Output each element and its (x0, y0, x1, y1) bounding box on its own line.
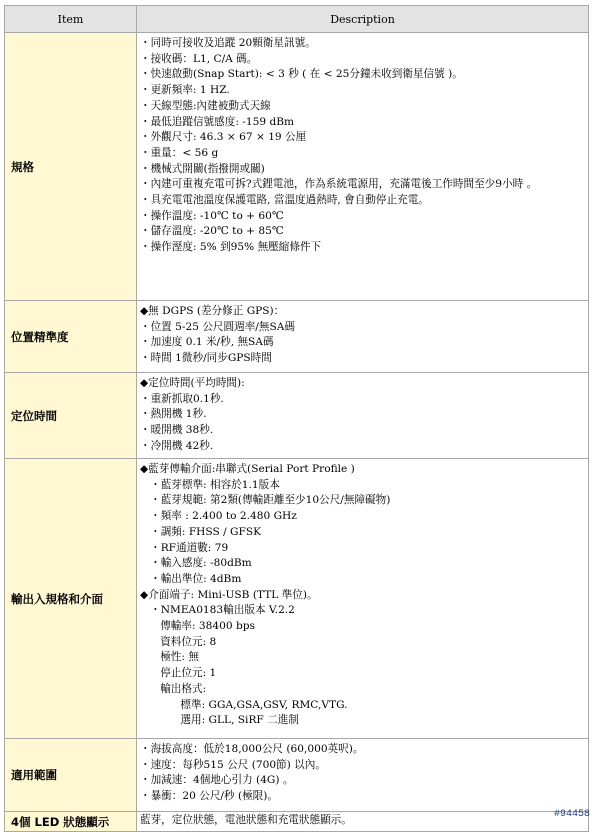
description-line: ・暖開機 38秒. (140, 424, 214, 437)
header-description: Description (137, 6, 589, 33)
description-line: ・操作溫度: -10℃ to + 60℃ (140, 209, 284, 222)
description-line: ・天線型態:內建被動式天線 (140, 99, 271, 112)
description-line: ・重新抓取0.1秒. (140, 392, 224, 405)
row-label: 輸出入規格和介面 (5, 459, 137, 739)
description-line: 停止位元: 1 (140, 667, 217, 680)
row-label: 定位時間 (5, 373, 137, 459)
row-description (137, 301, 589, 373)
description-line: 輸出格式: (140, 682, 207, 695)
description-line: ・海拔高度：低於18,000公尺 (60,000英呎)。 (140, 743, 364, 755)
spec-row (5, 459, 589, 739)
description-line: ・熱開機 1秒. (140, 408, 207, 421)
row-description (137, 459, 589, 739)
description-line: ・頻率 : 2.400 to 2.480 GHz (140, 510, 297, 523)
description-line: ・加減速：4個地心引力 (4G) 。 (140, 774, 294, 787)
description-line: ・重量：< 56 g (140, 146, 219, 159)
description-line: ・NMEA0183輸出版本 V.2.2 (140, 604, 295, 617)
description-line: ・速度：每秒515 公尺 (700節) 以內。 (140, 758, 326, 771)
description-line: ◆藍芽傳輸介面:串聯式(Serial Port Profile ) (140, 463, 355, 475)
description-line: 極性: 無 (140, 651, 199, 664)
description-line: ・具充電電池溫度保護電路, 當溫度過熱時, 會自動停止充電。 (140, 194, 429, 207)
description-line: ◆介面端子: Mini-USB (TTL 準位)。 (140, 588, 318, 601)
row-label: 位置精準度 (5, 301, 137, 373)
description-line: ・加速度 0.1 米/秒, 無SA碼 (140, 336, 274, 349)
description-line: ・冷開機 42秒. (140, 439, 214, 452)
row-description (137, 739, 589, 812)
spec-row (5, 33, 589, 301)
spec-row (5, 739, 589, 812)
description-line: ・藍芽規範: 第2類(傳輸距離至少10公尺/無障礙物) (140, 494, 391, 507)
description-line: ◆定位時間(平均時間): (140, 377, 245, 389)
description-line: 選用: GLL, SiRF 二進制 (140, 714, 299, 727)
description-line: ・輸入感度: -80dBm (140, 557, 252, 570)
description-line: ・接收碼：L1, C/A 碼。 (140, 52, 258, 65)
description-line: ・操作溼度: 5% 到95% 無壓縮條件下 (140, 241, 322, 254)
description-line: ・RF通道數: 79 (140, 541, 229, 554)
description-line: ・快速啟動(Snap Start): < 3 秒 ( 在 < 25分鐘未收到衛星信號 )。 (140, 68, 463, 81)
description-line: ・機械式開關(指撥開或關) (140, 162, 265, 175)
description-line: 傳輸率: 38400 bps (140, 620, 255, 633)
header-row (5, 6, 589, 33)
description-line: ・時間 1微秒/同步GPS時間 (140, 352, 272, 365)
description-line: ・藍芽標準: 相容於1.1版本 (140, 478, 280, 491)
description-line: ・位置 5-25 公尺圓週率/無SA碼 (140, 320, 295, 333)
spec-table (4, 5, 589, 832)
spec-row (5, 373, 589, 459)
spec-row (5, 301, 589, 373)
row-description (137, 373, 589, 459)
description-line: 資料位元: 8 (140, 635, 217, 648)
description-line: ・同時可接收及追蹤 20顆衛星訊號。 (140, 37, 316, 49)
description-line: ・內建可重複充電可拆?式鋰電池，作為系統電源用，充滿電後工作時間至少9小時 。 (140, 178, 538, 191)
description-line: ・輸出準位: 4dBm (140, 572, 242, 585)
row-description (137, 33, 589, 301)
description-line: ・外觀尺寸: 46.3 × 67 × 19 公厘 (140, 131, 307, 144)
description-line: ・儲存溫度: -20℃ to + 85℃ (140, 225, 284, 238)
description-line: ・最低追蹤信號感度: -159 dBm (140, 115, 295, 128)
reference-tag: #94458 (553, 809, 590, 820)
header-item: Item (5, 6, 137, 33)
spec-body (5, 33, 589, 832)
description-line: 標準: GGA,GSA,GSV, RMC,VTG. (140, 698, 348, 711)
spec-row (5, 812, 589, 832)
description-line: 藍芽，定位狀態，電池狀態和充電狀態顯示。 (140, 814, 352, 826)
description-line: ・暴衝：20 公尺/秒 (極限)。 (140, 790, 278, 803)
row-label: 規格 (5, 33, 137, 301)
row-description (137, 812, 589, 832)
row-label: 適用範圍 (5, 739, 137, 812)
description-line: ・更新頻率: 1 HZ. (140, 84, 230, 97)
description-line: ◆無 DGPS (差分修正 GPS)： (140, 305, 285, 317)
row-label: 4個 LED 狀態顯示 (5, 812, 137, 832)
description-line: ・調頻: FHSS / GFSK (140, 525, 262, 538)
